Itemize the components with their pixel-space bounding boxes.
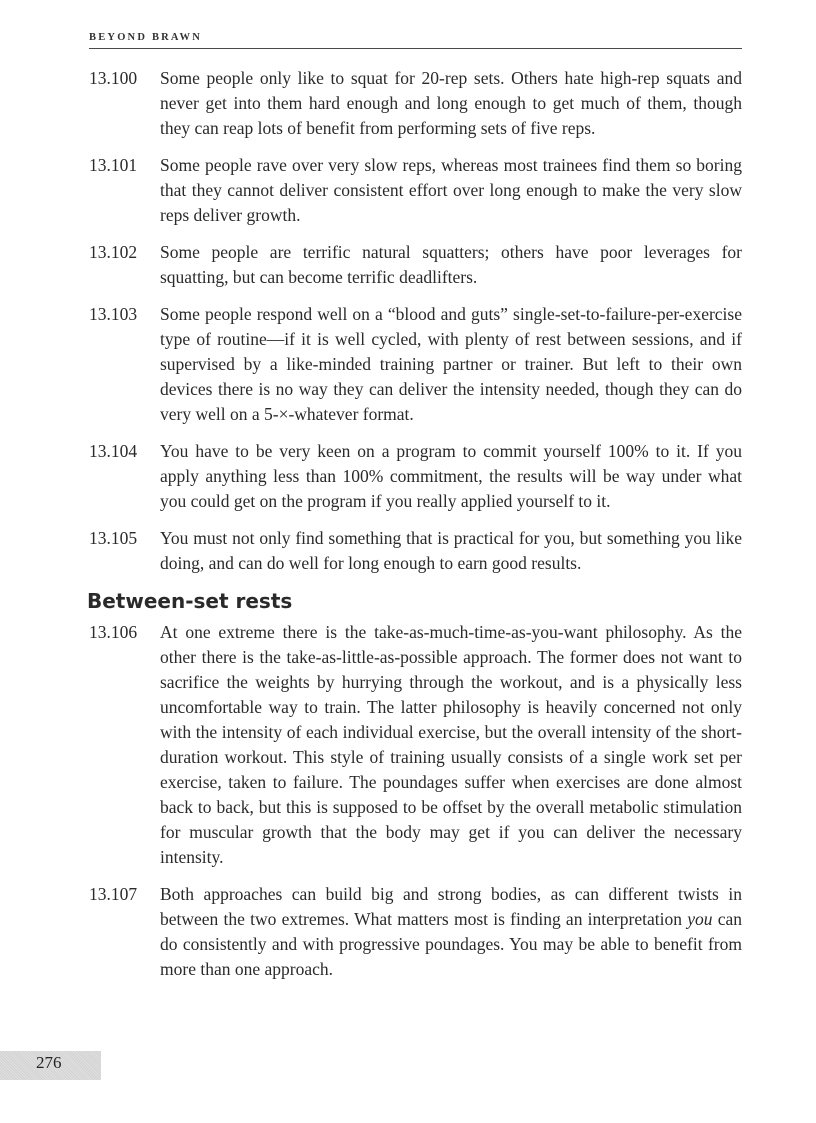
paragraph-text: Some people rave over very slow reps, whereas most trainees find them so boring that they cannot deliver consistent effort over long enough to make the very slow reps deliver growth. (160, 155, 742, 225)
paragraph-number: 13.107 (89, 884, 138, 904)
numbered-paragraph (89, 620, 742, 870)
text-run: can do consistently and with progressive poundages. You may be able to benefit from more than one approach. (160, 909, 742, 979)
numbered-paragraph (89, 240, 742, 290)
numbered-paragraph (89, 302, 742, 427)
numbered-paragraph (89, 153, 742, 228)
paragraph-text: At one extreme there is the take-as-much-time-as-you-want philosophy. As the other there is the take-as-little-as-possible approach. The former does not want to sacrifice the weights by hurrying through the workout, and is a physically less uncomfortable way to train. The latter philosophy is heavily concerned not only with the intensity of each individual exercise, but the overall intensity of the short-duration workout. This style of training usually consists of a single work set per exercise, taken to failure. The poundages suffer when exercises are done almost back to back, but this is supposed to be offset by the overall metabolic stimulation for muscular growth that the body may get if you can deliver the necessary intensity. (160, 622, 742, 867)
page-body (89, 66, 742, 994)
paragraph-text: Some people only like to squat for 20-rep sets. Others hate high-rep squats and never get into them hard enough and long enough to get much of them, though they can reap lots of benefit from performing sets of five reps. (160, 68, 742, 138)
paragraph-number: 13.102 (89, 242, 138, 262)
paragraph-text: Some people respond well on a “blood and guts” single-set-to-failure-per-exercise type of routine—if it is well cycled, with plenty of rest between sessions, and if supervised by a like-minded training partner or trainer. But left to their own devices there is no way they can deliver the intensity needed, though they can do very well on a 5-×-whatever format. (160, 304, 742, 424)
paragraph-number: 13.100 (89, 68, 138, 88)
text-run: Both approaches can build big and strong bodies, as can different twists in between the two extremes. What matters most is finding an interpretation (160, 884, 742, 929)
paragraph-text: You have to be very keen on a program to commit yourself 100% to it. If you apply anything less than 100% commitment, the results will be way under what you could get on the program if you really applied yourself to it. (160, 441, 742, 511)
section-heading: Between-set rests (87, 589, 293, 613)
paragraph-text: You must not only find something that is practical for you, but something you like doing, and can do well for long enough to earn good results. (160, 528, 742, 573)
numbered-paragraph (89, 882, 742, 982)
page-number: 276 (36, 1053, 62, 1072)
paragraph-text (160, 882, 742, 982)
numbered-paragraph (89, 66, 742, 141)
paragraph-text: Some people are terrific natural squatters; others have poor leverages for squatting, but can become terrific deadlifters. (160, 242, 742, 287)
paragraph-number: 13.104 (89, 441, 138, 461)
paragraph-number: 13.105 (89, 528, 138, 548)
running-head: BEYOND BRAWN (89, 32, 742, 49)
paragraph-number: 13.101 (89, 155, 138, 175)
emphasis-text: you (687, 909, 713, 929)
numbered-paragraph (89, 526, 742, 576)
numbered-paragraph (89, 439, 742, 514)
paragraph-number: 13.106 (89, 622, 138, 642)
paragraph-number: 13.103 (89, 304, 138, 324)
